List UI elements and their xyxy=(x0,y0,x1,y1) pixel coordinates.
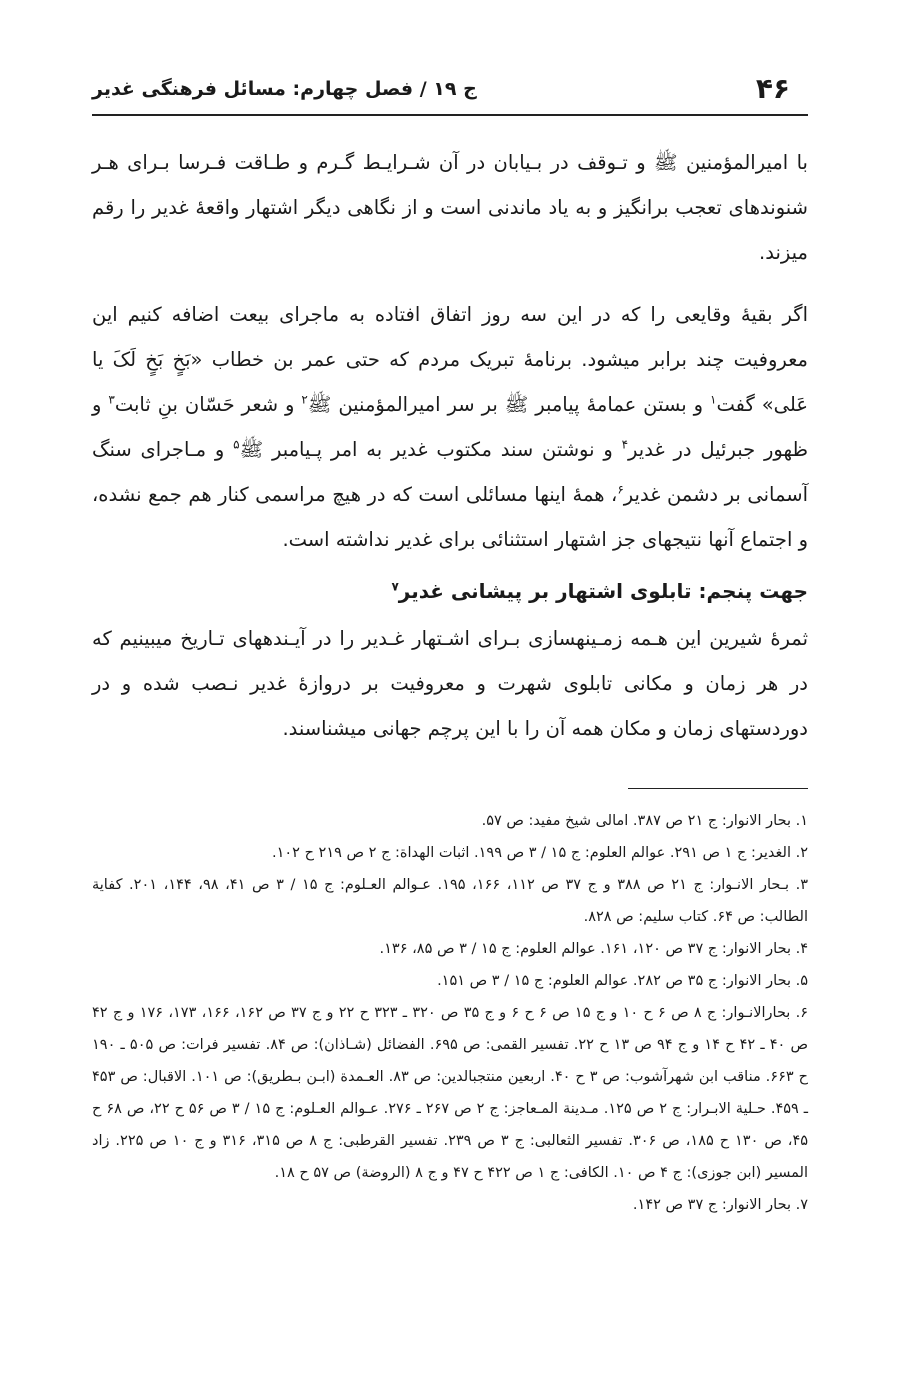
paragraph-1: با امیرالمؤمنین ﷺ و تـوقف در بـیابان در آن شـرایـط گـرم و طـاقت فـرسا بـرای هـر شنوندهای تعجب برانگیز و به یاد ماندنی است و از نگاهی دیگر اشتهار واقعهٔ غدیر را رقم میزند. xyxy=(92,151,808,264)
footnote-ref-3: ۳ xyxy=(108,392,115,407)
paragraph-3: ثمرهٔ شیرین این هـمه زمـینهسازی بـرای اشـتهار غـدیر را در آیـندههای تـاریخ میبینیم که در هر زمان و مکانی تابلوی شهرت و معروفیت بر دروازهٔ غدیر نـصب شده و در دوردستهای زمان و مکان همه آن را با این پرچم جهانی میشناسند. xyxy=(92,627,808,740)
paragraph-2 xyxy=(92,292,808,562)
footnote-ref-4: ۴ xyxy=(621,437,629,452)
paragraph-2-part: اگر بقیهٔ وقایعی را که در این سه روز اتفاق افتاده به ماجرای بیعت اضافه کنیم این معروفیت چند برابر میشود. برنامهٔ تبریک مردم که حتی عمر بن خطاب «بَخٍ بَخٍ لَکَ یا عَلی» گفت xyxy=(92,303,808,416)
paragraph-2-part: ، همهٔ اینها مسائلی است که در هیچ مراسمی کنار هم جمع نشده، و اجتماع آنها نتیجهای جز اشتهار استثنائی برای غدیر نداشته است. xyxy=(92,483,808,551)
section-heading xyxy=(92,568,808,614)
footnote-ref-7: ۷ xyxy=(391,579,399,594)
main-text xyxy=(92,140,808,751)
footnote-3: ۳. بـحار الانـوار: ج ۲۱ ص ۳۸۸ و ج ۳۷ ص ۱۱۲، ۱۶۶، ۱۹۵. عـوالم العـلوم: ج ۱۵ / ۳ ص ۴۱، ۹۸، ۱۴۴، ۲۰۱. کفایة الطالب: ص ۶۴. کتاب سلیم: ص ۸۲۸. xyxy=(92,877,809,925)
paragraph-2-part: و نوشتن سند مکتوب غدیر به امر پـیامبر ﷺ xyxy=(239,438,622,461)
paragraph-2-part: و مـاجرای سنگ آسمانی بر دشمن غدیر xyxy=(92,438,808,506)
page-number: ۴۶ xyxy=(755,72,790,105)
footnote-2: ۲. الغدیر: ج ۱ ص ۲۹۱. عوالم العلوم: ج ۱۵ / ۳ ص ۱۹۹. اثبات الهداة: ج ۲ ص ۲۱۹ ح ۱۰۲. xyxy=(271,845,808,861)
footnote-ref-6: ۶ xyxy=(617,482,624,497)
footnotes xyxy=(92,805,808,1221)
page-header xyxy=(92,62,808,116)
footnote-1: ۱. بحار الانوار: ج ۲۱ ص ۳۸۷. امالی شیخ مفید: ص ۵۷. xyxy=(481,813,808,829)
footnote-6: ۶. بحارالانـوار: ج ۸ ص ۶ ح ۱۰ و ج ۱۵ ص ۶ ح ۶ و ج ۳۵ ص ۳۲۰ ـ ۳۲۳ ح ۲۲ و ج ۳۷ ص ۱۶۲، ۱۶۶، ۱۷۳، ۱۷۶ و ج ۴۲ ص ۴۰ ـ ۴۲ ح ۱۴ و ج ۹۴ ص ۱۳ ح ۲۲. تفسیر القمی: ص ۶۹۵. الفضائل (شـاذان): ص ۸۴. تفسیر فرات: ص ۵۰۵ ـ ۱۹۰ ح ۶۶۳. مناقب ابن شهرآشوب: ص ۳ ح ۴۰. اربعین منتجبالدین: ص ۸۳. العـمدة (ابـن بـطریق): ص ۱۰۱. الاقبال: ص ۴۵۳ ـ ۴۵۹. حـلیة الابـرار: ج ۲ ص ۱۲۵. مـدینة المـعاجز: ج ۲ ص ۲۶۷ ـ ۲۷۶. عـوالم العـلوم: ج ۱۵ / ۳ ص ۵۶ ح ۲۲، ص ۶۸ ح ۴۵، ص ۱۳۰ ح ۱۸۵، ص ۳۰۶. تفسیر الثعالبی: ج ۳ ص ۲۳۹. تفسیر القرطبی: ج ۸ ص ۳۱۵، ۳۱۶ و ج ۱۰ ص ۲۲۵. زاد المسیر (ابن جوزی): ج ۴ ص ۱۰. الکافی: ج ۱ ص ۴۲۲ ح ۴۷ و ج ۸ (الروضة) ص ۵۷ ح ۱۸. xyxy=(92,1005,809,1181)
paragraph-2-part: و ظهور جبرئیل در غدیر xyxy=(92,393,808,461)
paragraph-2-part: و بستن عمامهٔ پیامبر ﷺ بر سر امیرالمؤمنین ﷺ xyxy=(307,393,711,416)
footnote-ref-5: ۵ xyxy=(233,437,240,452)
footnote-divider xyxy=(628,788,808,789)
footnote-ref-1: ۱ xyxy=(710,392,717,407)
footnote-ref-2: ۲ xyxy=(301,392,308,407)
section-heading-text: جهت پنجم: تابلوی اشتهار بر پیشانی غدیر xyxy=(398,579,808,603)
footnote-7: ۷. بحار الانوار: ج ۳۷ ص ۱۴۲. xyxy=(632,1197,808,1213)
paragraph-2-part: و شعر حَسّان بنِ ثابت xyxy=(114,393,302,416)
running-title: ج ۱۹ / فصل چهارم: مسائل فرهنگی غدیر xyxy=(92,78,477,100)
footnote-4: ۴. بحار الانوار: ج ۳۷ ص ۱۲۰، ۱۶۱. عوالم العلوم: ج ۱۵ / ۳ ص ۸۵، ۱۳۶. xyxy=(379,941,808,957)
footnote-5: ۵. بحار الانوار: ج ۳۵ ص ۲۸۲. عوالم العلوم: ج ۱۵ / ۳ ص ۱۵۱. xyxy=(437,973,808,989)
